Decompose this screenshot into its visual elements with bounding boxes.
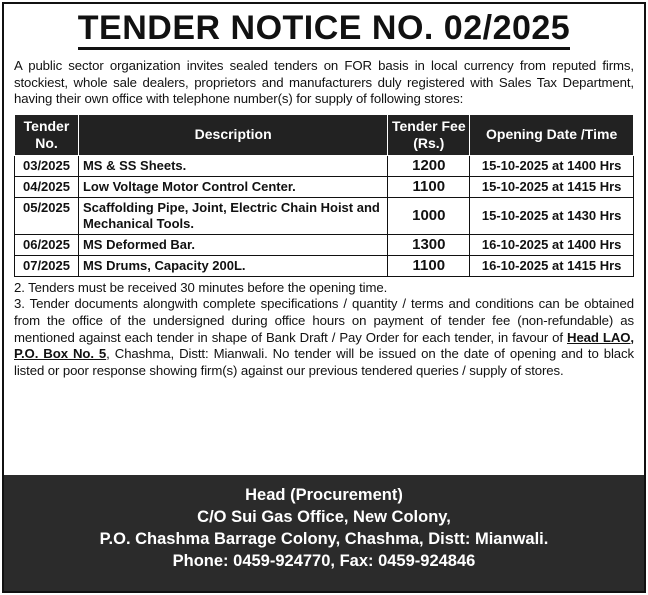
table-row xyxy=(15,255,634,276)
cell-tender-no: 06/2025 xyxy=(15,234,79,255)
cell-tender-no: 05/2025 xyxy=(15,197,79,234)
footer-address-line-2: P.O. Chashma Barrage Colony, Chashma, Distt: Mianwali. xyxy=(99,530,549,548)
cell-opening-date: 16-10-2025 at 1400 Hrs xyxy=(470,234,634,255)
cell-fee: 1000 xyxy=(388,197,470,234)
table-row xyxy=(15,155,634,176)
cell-description: MS & SS Sheets. xyxy=(78,155,387,176)
notes-section xyxy=(4,280,644,380)
notice-title xyxy=(4,8,644,48)
table-row xyxy=(15,197,634,234)
cell-description: Scaffolding Pipe, Joint, Electric Chain Hoist and Mechanical Tools. xyxy=(78,197,387,234)
cell-opening-date: 15-10-2025 at 1415 Hrs xyxy=(470,176,634,197)
tender-notice xyxy=(2,2,646,593)
notice-title-text: TENDER NOTICE NO. 02/2025 xyxy=(78,9,570,50)
footer-office-title: Head (Procurement) xyxy=(245,486,403,504)
note-3 xyxy=(14,296,634,379)
header-opening-date: Opening Date /Time xyxy=(470,114,634,155)
cell-description: MS Drums, Capacity 200L. xyxy=(78,255,387,276)
cell-fee: 1200 xyxy=(388,155,470,176)
note-3-text-b: , Chashma, Distt: Mianwali. No tender will be issued on the date of opening and to black listed or poor response showing firm(s) against our previous tendered queries / supply of stores. xyxy=(14,346,634,378)
note-3-text-a: 3. Tender documents alongwith complete specifications / quantity / terms and conditions can be obtained from the office of the undersigned during office hours on payment of tender fee (non-refundable) as mentioned against each tender in shape of Bank Draft / Pay Order for each tender, in favour of xyxy=(14,296,634,345)
header-description: Description xyxy=(78,114,387,155)
note-3-payee: Head LAO, P.O. Box No. 5 xyxy=(14,329,634,362)
footer-address-line-1: C/O Sui Gas Office, New Colony, xyxy=(197,508,451,526)
table-header-row xyxy=(15,114,634,155)
cell-description: MS Deformed Bar. xyxy=(78,234,387,255)
cell-opening-date: 16-10-2025 at 1415 Hrs xyxy=(470,255,634,276)
cell-fee: 1300 xyxy=(388,234,470,255)
note-2: 2. Tenders must be received 30 minutes before the opening time. xyxy=(14,279,388,295)
tender-table xyxy=(14,114,634,277)
cell-tender-no: 04/2025 xyxy=(15,176,79,197)
cell-fee: 1100 xyxy=(388,176,470,197)
cell-tender-no: 03/2025 xyxy=(15,155,79,176)
cell-fee: 1100 xyxy=(388,255,470,276)
table-row xyxy=(15,176,634,197)
cell-description: Low Voltage Motor Control Center. xyxy=(78,176,387,197)
footer-phone-fax: Phone: 0459-924770, Fax: 0459-924846 xyxy=(172,552,476,570)
cell-tender-no: 07/2025 xyxy=(15,255,79,276)
cell-opening-date: 15-10-2025 at 1430 Hrs xyxy=(470,197,634,234)
cell-opening-date: 15-10-2025 at 1400 Hrs xyxy=(470,155,634,176)
contact-footer xyxy=(4,475,644,591)
intro-paragraph: A public sector organization invites sealed tenders on FOR basis in local currency from reputed firms, stockiest, whole sale dealers, proprietors and manufacturers duly registered with Sales Tax Department, having their own office with telephone number(s) for supply of following stores: xyxy=(14,58,634,107)
table-row xyxy=(15,234,634,255)
header-tender-no: Tender No. xyxy=(15,114,79,155)
header-fee: Tender Fee (Rs.) xyxy=(388,114,470,155)
